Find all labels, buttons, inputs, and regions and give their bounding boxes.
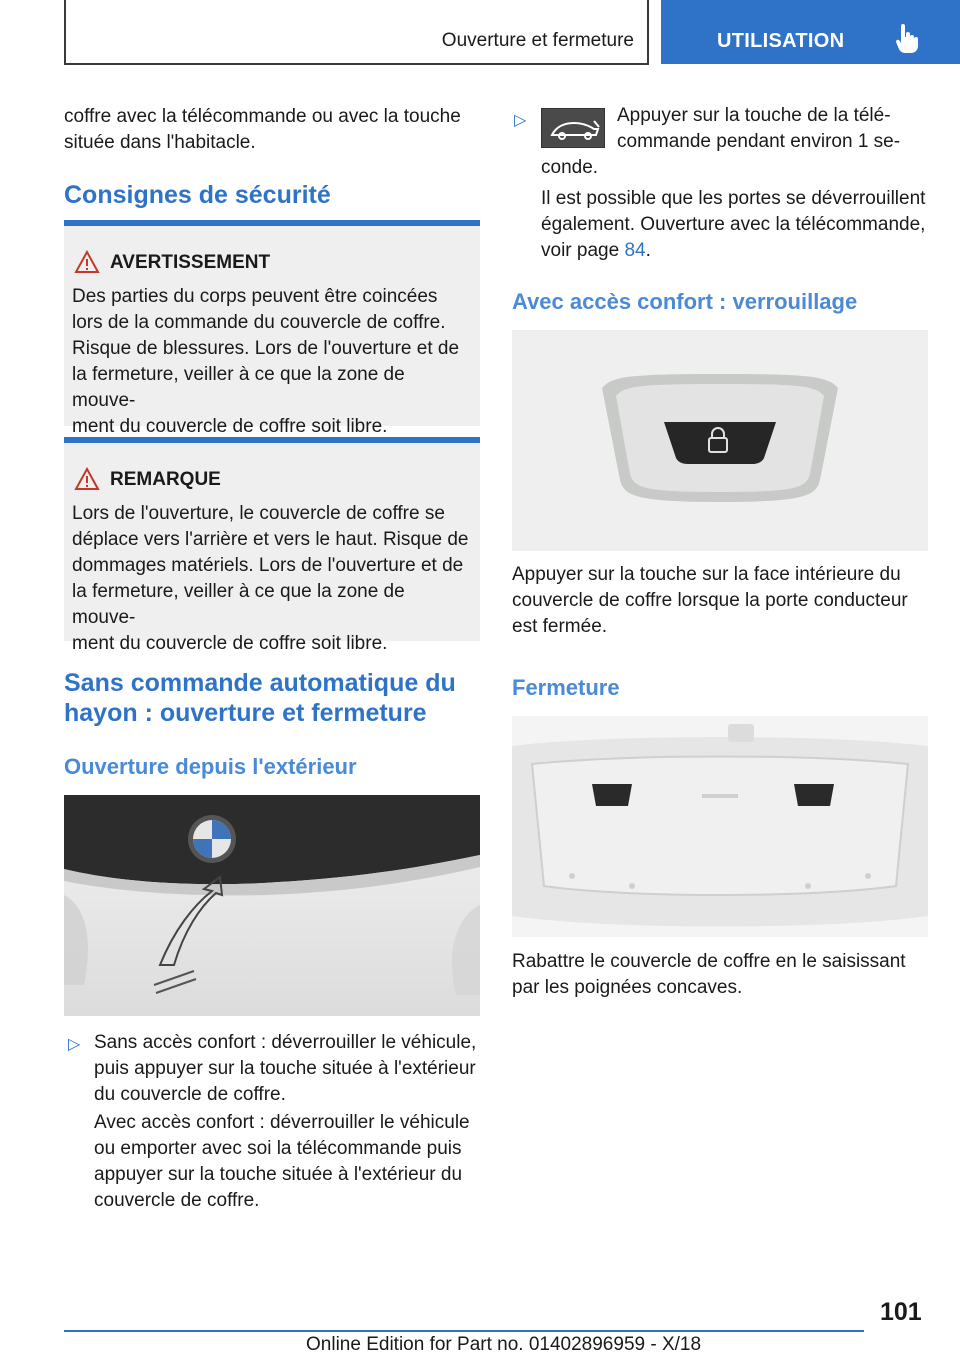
- intro-line-1: coffre avec la télécommande ou avec la touche: [64, 106, 461, 127]
- remark-line: ment du couvercle de coffre soit libre.: [72, 633, 388, 654]
- bullet-marker: ▷: [68, 1036, 81, 1053]
- close-text-line: par les poignées concaves.: [512, 977, 743, 998]
- trunk-exterior-photo: [64, 795, 480, 1016]
- heading-close: Fermeture: [512, 675, 620, 700]
- bullet2-line-3: conde.: [541, 157, 599, 178]
- warning-line: Des parties du corps peuvent être coincées: [72, 286, 438, 307]
- bullet1-line: Sans accès confort : déverrouiller le véhicule,: [94, 1032, 477, 1053]
- remark-line: dommages matériels. Lors de l'ouverture et de: [72, 555, 464, 576]
- bullet2-line-2: commande pendant environ 1 se‐: [617, 131, 901, 152]
- bullet2-line-1: Appuyer sur la touche de la télé‐: [617, 105, 891, 126]
- remark-box: [64, 437, 480, 654]
- warning-triangle-icon: [74, 467, 100, 491]
- remote-trunk-key-icon: [541, 108, 605, 148]
- bullet1-cont-line: ou emporter avec soi la télécommande puis: [94, 1138, 462, 1159]
- bullet2-cont-2: également. Ouverture avec la télécommande,: [541, 214, 926, 235]
- lock-text-line: est fermée.: [512, 616, 608, 637]
- heading-exterior: Ouverture depuis l'extérieur: [64, 754, 357, 779]
- lock-text-line: couvercle de coffre lorsque la porte conducteur: [512, 590, 908, 611]
- intro-line-2: située dans l'habitacle.: [64, 132, 256, 153]
- warning-line: ment du couvercle de coffre soit libre.: [72, 416, 388, 437]
- bullet1-cont-line: appuyer sur la touche située à l'extérieur du: [94, 1164, 463, 1185]
- warning-title: AVERTISSEMENT: [110, 252, 271, 273]
- footer-edition: Online Edition for Part no. 01402896959 - X/18: [306, 1334, 702, 1355]
- bullet1-cont-line: Avec accès confort : déverrouiller le véhicule: [94, 1112, 470, 1133]
- close-text-line: Rabattre le couvercle de coffre en le saisissant: [512, 951, 906, 972]
- footer-divider: [64, 1330, 864, 1332]
- pointing-hand-icon: [895, 24, 919, 54]
- remark-title: REMARQUE: [110, 469, 221, 490]
- bullet1-text: [94, 1030, 476, 1108]
- warning-line: Risque de blessures. Lors de l'ouverture et de: [72, 338, 460, 359]
- bullet2-cont-3-post: .: [645, 240, 651, 261]
- header-divider-bottom: [64, 63, 649, 65]
- trunk-lock-button-photo: [512, 330, 928, 551]
- bullet2-cont-3-pre: voir page: [541, 240, 625, 261]
- warning-box: [64, 220, 480, 437]
- close-text: [512, 949, 906, 1001]
- page-number: 101: [880, 1298, 922, 1326]
- page-link[interactable]: 84: [624, 240, 646, 261]
- warning-body: [72, 284, 472, 440]
- bullet1-continuation: [94, 1110, 470, 1214]
- warning-triangle-icon: [74, 250, 100, 274]
- remark-body: [72, 501, 472, 657]
- heading-safety: Consignes de sécurité: [64, 181, 331, 209]
- bullet1-line: du couvercle de coffre.: [94, 1084, 286, 1105]
- bullet2-cont-1: Il est possible que les portes se déverrouillent: [541, 188, 926, 209]
- remark-line: la fermeture, veiller à ce que la zone de mouve‐: [72, 581, 405, 628]
- lock-text-line: Appuyer sur la touche sur la face intérieure du: [512, 564, 901, 585]
- header-divider-right: [647, 0, 649, 64]
- section-tab-label: UTILISATION: [717, 30, 845, 52]
- remark-line: Lors de l'ouverture, le couvercle de coffre se: [72, 503, 445, 524]
- heading-sans-commande-1: Sans commande automatique du: [64, 669, 456, 697]
- warning-line: lors de la commande du couvercle de coffre.: [72, 312, 446, 333]
- remark-line: déplace vers l'arrière et vers le haut. Risque de: [72, 529, 469, 550]
- trunk-lid-photo: [512, 716, 928, 937]
- bullet-marker: ▷: [514, 112, 527, 129]
- heading-sans-commande-2: hayon : ouverture et fermeture: [64, 699, 427, 727]
- warning-line: la fermeture, veiller à ce que la zone de mouve‐: [72, 364, 405, 411]
- bullet2-cont-3: [541, 238, 651, 264]
- heading-lock: Avec accès confort : verrouillage: [512, 289, 858, 314]
- section-tab[interactable]: [661, 0, 960, 64]
- lock-text: [512, 562, 908, 640]
- bullet1-line: puis appuyer sur la touche située à l'extérieur: [94, 1058, 476, 1079]
- chapter-title: Ouverture et fermeture: [441, 30, 634, 51]
- bullet1-cont-line: couvercle de coffre.: [94, 1190, 260, 1211]
